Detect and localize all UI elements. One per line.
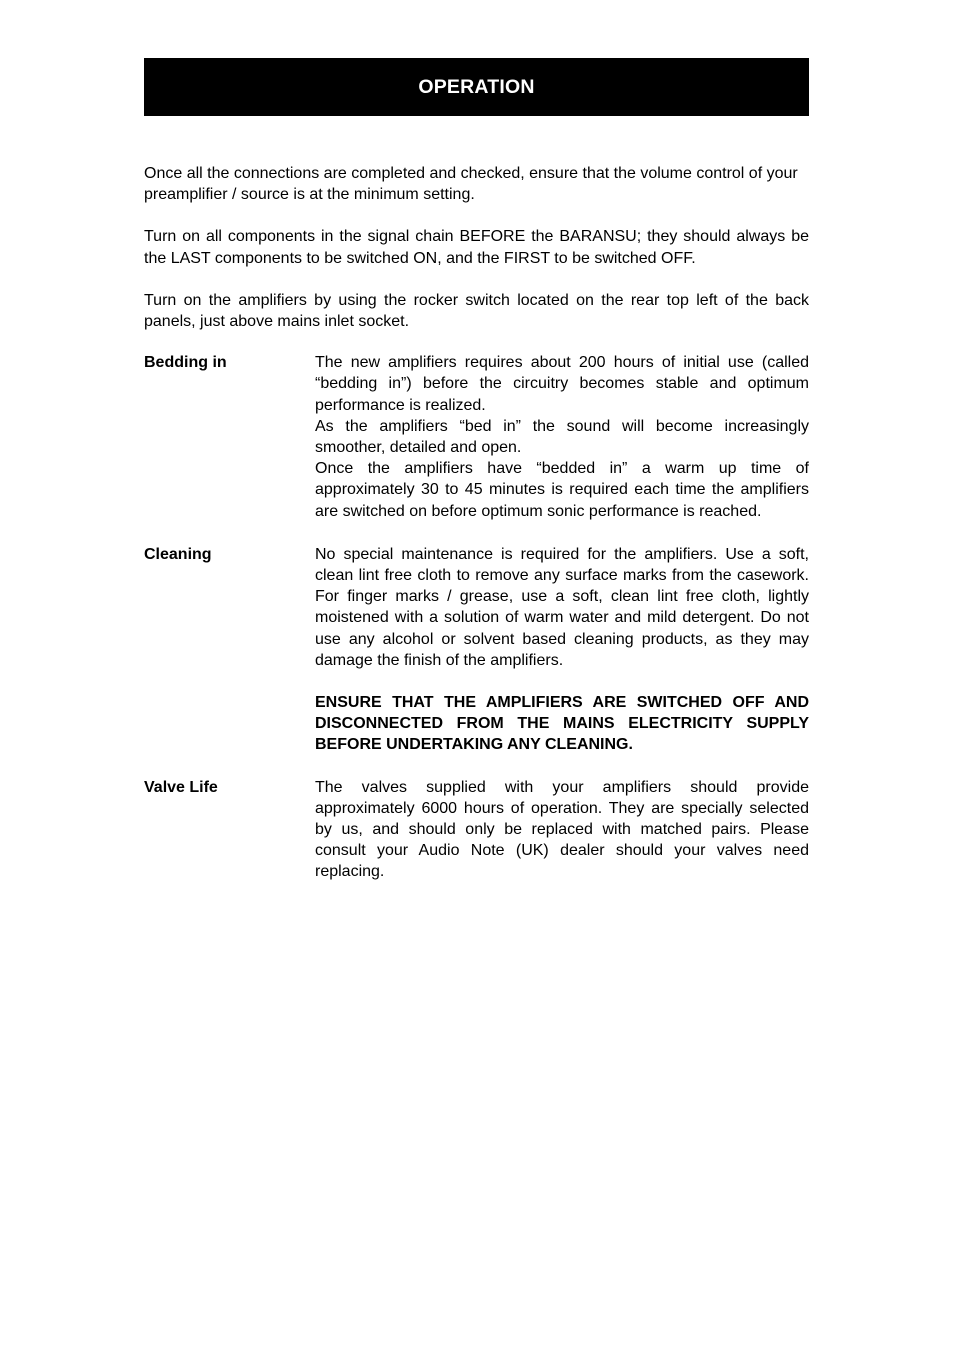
intro-paragraph-2: Turn on all components in the signal chain BEFORE the BARANSU; they should always be the LAST components to be switched ON, and the FIRST to be switched OFF. [144,228,809,267]
section-label-cleaning: Cleaning [144,545,212,563]
section-body-cleaning [315,544,809,756]
section-label-bedding-in: Bedding in [144,354,227,372]
document-page [144,58,809,883]
section-bedding-in [144,352,809,522]
section-valve-life [144,777,809,883]
section-body-bedding-in [315,352,809,522]
section-label-valve-life: Valve Life [144,778,218,796]
bedding-paragraph-1: The new amplifiers requires about 200 hours of initial use (called “bedding in”) before the circuitry becomes stable and optimum performance is realized. [315,354,809,414]
cleaning-warning: ENSURE THAT THE AMPLIFIERS ARE SWITCHED OFF AND DISCONNECTED FROM THE MAINS ELECTRICITY SUPPLY BEFORE UNDERTAKING ANY CLEANING. [315,694,809,754]
section-body-valve-life [315,777,809,883]
intro-paragraph-3: Turn on the amplifiers by using the rocker switch located on the rear top left of the back panels, just above mains inlet socket. [144,291,809,331]
page-title: OPERATION [418,75,535,98]
valve-life-paragraph-1: The valves supplied with your amplifiers should provide approximately 6000 hours of operation. They are specially selected by us, and should only be replaced with matched pairs. Please consult your Audio Note (UK) dealer should your valves need replacing. [315,778,809,881]
bedding-paragraph-3: Once the amplifiers have “bedded in” a warm up time of approximately 30 to 45 minutes is required each time the amplifiers are switched on before optimum sonic performance is reached. [315,460,809,520]
intro-text [144,163,809,332]
section-header [144,58,809,116]
cleaning-paragraph-1: No special maintenance is required for the amplifiers. Use a soft, clean lint free cloth to remove any surface marks from the casework. For finger marks / grease, use a soft, clean lint free cloth, lightly moistened with a solution of warm water and mild detergent. Do not use any alcohol or solvent based cleaning products, as they may damage the finish of the amplifiers. [315,545,809,669]
intro-paragraph-1: Once all the connections are completed and checked, ensure that the volume control of your preamplifier / source is at the minimum setting. [144,165,798,204]
section-cleaning [144,544,809,756]
bedding-paragraph-2: As the amplifiers “bed in” the sound will become increasingly smoother, detailed and open. [315,417,809,457]
